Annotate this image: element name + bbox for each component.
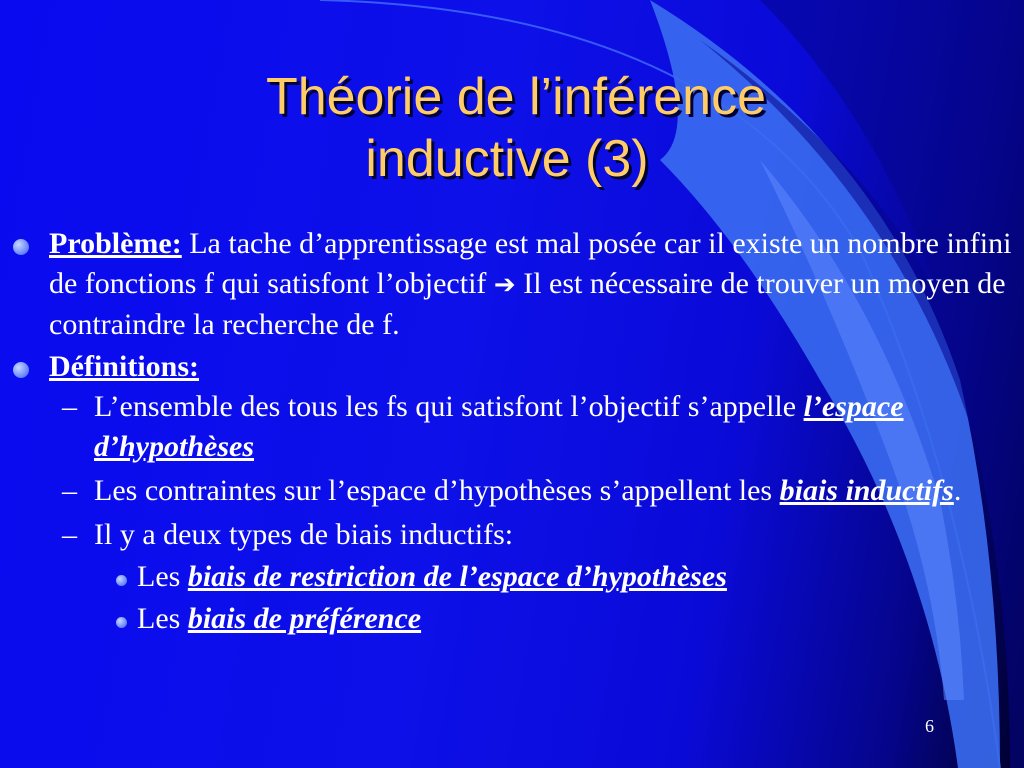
bias-type-item [0,557,1024,597]
bullet-probleme [0,224,1024,345]
page-number: 6 [925,716,934,736]
definition-emphasis: l’espace d’hypothèses [94,390,904,463]
probleme-text-b: Il est nécessaire de trouver un moyen de contraindre la recherche de f. [49,267,1006,341]
definition-item [0,387,1024,467]
slide-body [0,224,1024,639]
bias-type-item [0,599,1024,639]
definition-item [0,515,1024,555]
arrow-right-icon: ➔ [493,270,516,300]
definition-text: Les contraintes sur l’espace d’hypothèses s’appellent les [94,474,780,507]
dash-icon: – [62,474,77,507]
probleme-text-a: La tache d’apprentissage est mal posée car il existe un nombre infini de fonctions f qui satisfont l’objectif [49,227,1012,300]
bias-prefix: Les [137,560,188,593]
bullet-dot-icon [116,575,127,586]
definition-text: L’ensemble des tous les fs qui satisfont l’objectif s’appelle [94,390,804,423]
dash-icon: – [62,518,77,551]
bullet-dot-icon [13,362,29,378]
definition-text: Il y a deux types de biais inductifs: [94,518,514,551]
bias-prefix: Les [137,602,188,635]
dash-icon: – [62,390,77,423]
definition-emphasis: biais inductifs [779,474,954,507]
title-line-2: inductive (3) [365,130,649,188]
definitions-label: Définitions: [49,350,199,383]
bias-emphasis: biais de préférence [187,602,422,635]
bullet-definitions [0,347,1024,387]
bullet-dot-icon [13,239,29,255]
bias-emphasis: biais de restriction de l’espace d’hypothèses [187,560,727,593]
definition-suffix: . [953,474,962,507]
bullet-dot-icon [116,617,127,628]
definition-item [0,471,1024,511]
probleme-label: Problème: [49,227,182,260]
title-line-1: Théorie de l’inférence [265,68,767,126]
slide-title [0,66,1024,190]
